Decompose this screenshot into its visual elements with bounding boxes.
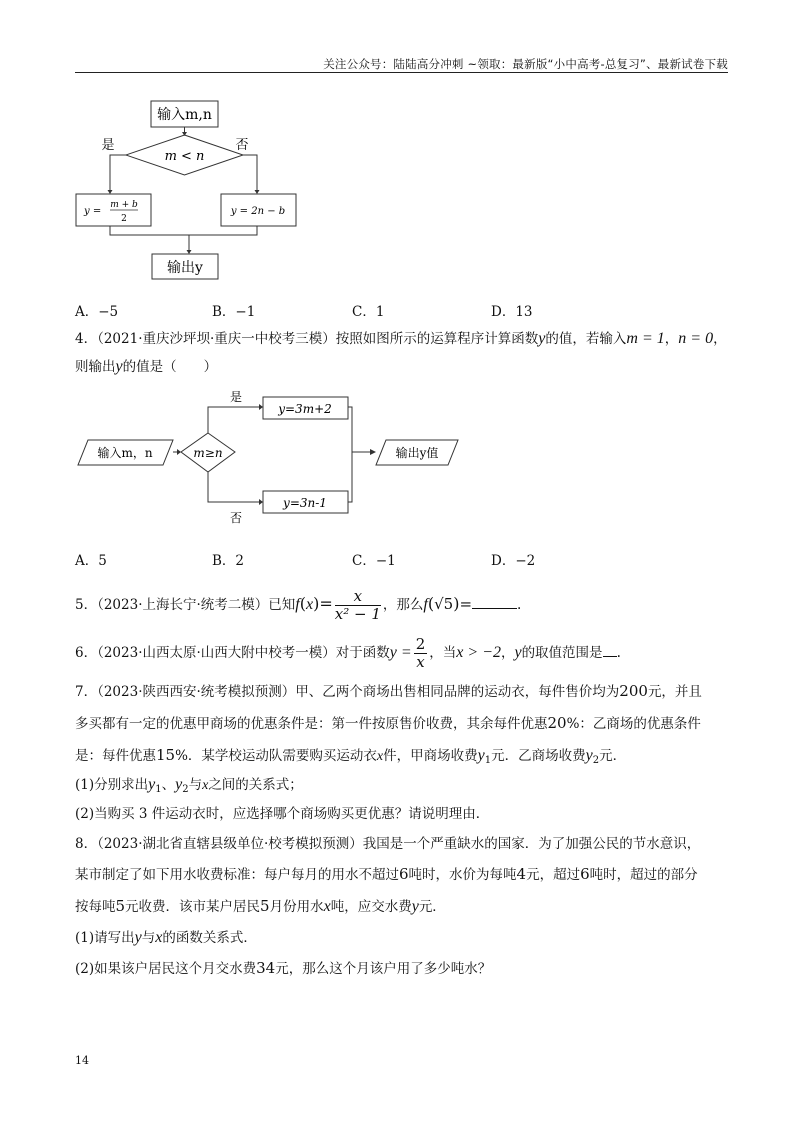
q6-fraction <box>414 636 428 671</box>
flow2-bottom-text: y=3n-1 <box>283 496 327 510</box>
q7-line-1 <box>75 681 702 702</box>
q5-f2: f <box>423 596 428 613</box>
q8-p2: 5 <box>115 897 126 915</box>
q8-l3d: 吨，应交水费 <box>330 899 412 915</box>
q7-l3c: 件，甲商场收费 <box>383 748 478 764</box>
q7-l3a: 是：每件优惠 <box>75 748 156 764</box>
q4-option-b: B．2 <box>212 553 245 569</box>
q8-l3e: 元． <box>418 899 446 915</box>
q6-number: 6． <box>75 645 98 661</box>
q8-x: x <box>323 898 331 915</box>
q8-s1c: 的函数关系式． <box>162 930 257 946</box>
flowchart-2 <box>70 385 470 530</box>
q5-line: 5．（2023·上海长宁·统考二模）已知f(x)= $\frac{x}{\text{x² − 1}}$ ，那么f(√5)= . <box>75 587 522 623</box>
q5-fraction <box>335 588 381 623</box>
q7-l3d: 元．乙商场收费 <box>491 748 586 764</box>
q8-s2a: (2)如果该户居民这个月交水费 <box>75 961 257 977</box>
q7-l2a: 多买都有一定的优惠甲商场的优惠条件是：第一件按原售价收费，其余每件优惠 <box>75 716 548 732</box>
q6-cond: x > −2 <box>456 644 501 661</box>
q8-l2b: 吨时，水价为每吨 <box>408 867 517 883</box>
q8-l2c: 元，超过 <box>526 867 581 883</box>
q6-pre: 对于函数 <box>335 645 390 661</box>
q8-l2d: 吨时，超过的部分 <box>589 867 698 883</box>
flow2-output-text: 输出y值 <box>395 446 439 460</box>
q8-sub-1 <box>75 928 257 948</box>
q4-text-b: 的值，若输入 <box>545 331 627 347</box>
q4-sep: ， <box>664 331 679 347</box>
q7-line-2 <box>75 713 701 734</box>
q4-option-d: D．−2 <box>491 553 536 569</box>
q8-line-3 <box>75 896 446 917</box>
flow1-no-label: 否 <box>235 138 249 153</box>
q7-y2: y <box>585 747 593 764</box>
flow2-input-text: 输入m，n <box>97 446 153 460</box>
flow1-left-den: 2 <box>121 214 127 224</box>
q8-month: 5 <box>260 897 270 915</box>
q8-sub-2 <box>75 958 491 979</box>
flow1-left-num: m + b <box>110 200 138 210</box>
q8-l1: 我国是一个严重缺水的国家．为了加强公民的节水意识， <box>362 836 701 852</box>
q3-option-c: C．1 <box>352 304 385 320</box>
q6-frac-num: 2 <box>415 635 426 653</box>
q8-fee: 34 <box>256 959 276 977</box>
page-number: 14 <box>75 1054 89 1067</box>
q4-n-eq: n = 0 <box>678 330 714 347</box>
q6-frac-den: x <box>416 653 425 671</box>
q3-option-a: A．−5 <box>75 304 119 320</box>
q8-s2b: 元，那么这个月该户用了多少吨水？ <box>275 961 492 977</box>
q4-m-eq: m = 1 <box>626 330 665 347</box>
q7-number: 7． <box>75 684 98 700</box>
q6-y: y = <box>389 644 412 661</box>
q8-l3c: 月份用水 <box>269 899 324 915</box>
q7-price: 200 <box>619 682 648 700</box>
q4-comma: ， <box>713 331 727 347</box>
q8-line-2 <box>75 864 698 885</box>
q7-s1-x: x <box>202 778 209 793</box>
q7-l1a: 甲、乙两个商场出售相同品牌的运动衣，每件售价均为 <box>295 684 620 700</box>
q7-y1: y <box>477 747 485 764</box>
q8-y: y <box>411 898 419 915</box>
q4-option-c: C．−1 <box>352 553 396 569</box>
q7-s1c: 之间的关系式； <box>208 777 303 793</box>
q4-line2-b: 的值是（ ） <box>122 359 218 375</box>
q8-source: （2023·湖北省直辖县级单位·校考模拟预测） <box>97 836 363 852</box>
q5-x: x <box>306 596 314 613</box>
q7-s1a: (1)分别求出 <box>75 777 149 793</box>
flow2-top-text: y=3m+2 <box>278 402 332 416</box>
q4-number: 4． <box>75 331 98 347</box>
flow2-yes-label: 是 <box>229 390 243 404</box>
q4-line-2 <box>75 357 217 377</box>
q6-sep: ， <box>500 645 515 661</box>
q7-s1-sub1: 1 <box>155 784 162 795</box>
q7-sub-1 <box>75 775 303 800</box>
q4-line-1 <box>75 329 727 349</box>
q4-line2-a: 则输出 <box>75 359 116 375</box>
q7-l2b: %：乙商场的优惠条件 <box>566 716 701 732</box>
q3-option-b: B．−1 <box>212 304 256 320</box>
q7-x: x <box>376 749 384 764</box>
q5-mid: ，那么 <box>382 597 424 613</box>
q8-l2a: 某市制定了如下用水收费标准：每户每月的用水不超过 <box>75 867 399 883</box>
q7-l3b: %．某学校运动队需要购买运动衣 <box>175 748 377 764</box>
q6-mid: ，当 <box>429 645 457 661</box>
flow1-left-prefix: y = <box>84 206 102 217</box>
q6-y2: y <box>514 644 522 661</box>
q7-source: （2023·陕西西安·统考模拟预测） <box>97 684 296 700</box>
q8-s1a: (1)请写出 <box>75 930 135 946</box>
q8-l3a: 按每吨 <box>75 899 116 915</box>
q8-s1b: 与 <box>141 930 156 946</box>
q5-frac-num: x <box>335 588 381 606</box>
q8-t1: 6 <box>399 865 409 883</box>
q4-source: （2021·重庆沙坪坝·重庆一中校考三模） <box>97 331 336 347</box>
flow1-input-text: 输入m,n <box>157 107 212 123</box>
q8-l3b: 元收费．该市某户居民 <box>125 899 261 915</box>
q7-pct2: 15 <box>156 746 176 764</box>
q7-s1-y2: y <box>175 776 183 793</box>
flow1-right-text: y = 2n − b <box>230 206 286 217</box>
q8-number: 8． <box>75 836 98 852</box>
q7-sub-2: (2)当购买 3 件运动衣时，应选择哪个商场购买更优惠？请说明理由． <box>75 806 490 822</box>
q6-post: 的取值范围是 <box>521 645 603 661</box>
q5-number: 5． <box>75 597 98 613</box>
flowchart-1 <box>70 95 370 285</box>
q7-y1-sub: 1 <box>484 755 492 766</box>
q3-option-d: D．13 <box>491 304 533 320</box>
q7-s1-sep: 、 <box>161 777 176 793</box>
q7-s1-sub2: 2 <box>182 784 189 795</box>
q8-t2: 6 <box>580 865 590 883</box>
flow2-no-label: 否 <box>229 511 243 525</box>
header-rule <box>75 72 728 73</box>
q6-line: 6．（2023·山西太原·山西大附中校考一模）对于函数y = $\frac{2}{x}$ ，当x > −2，y的取值范围是 . <box>75 635 621 671</box>
q8-p1: 4 <box>516 865 527 883</box>
q7-line-3 <box>75 745 626 771</box>
q8-s1-y: y <box>134 929 142 946</box>
q5-source: （2023·上海长宁·统考二模） <box>97 597 269 613</box>
q5-answer-blank[interactable] <box>472 608 517 609</box>
q8-s1-x: x <box>155 929 163 946</box>
flow1-output-text: 输出y <box>167 260 203 276</box>
q4-var-y: y <box>538 330 546 347</box>
q5-frac-den: x² − 1 <box>334 605 381 623</box>
q7-y2-sub: 2 <box>592 755 600 766</box>
q7-s1-y1: y <box>148 776 156 793</box>
q4-var-y-2: y <box>115 358 123 375</box>
q8-line-1 <box>75 834 700 854</box>
flow1-yes-label: 是 <box>101 138 115 153</box>
q5-pre: 已知 <box>268 597 296 613</box>
q4-text: 按照如图所示的运算程序计算函数 <box>335 331 539 347</box>
q7-l1b: 元，并且 <box>647 684 702 700</box>
page-header: 关注公众号：陆陆高分冲刺 ~领取：最新版“小中高考-总复习”、最新试卷下载 <box>323 57 728 71</box>
q5-eq: = <box>459 595 473 613</box>
q6-answer-blank[interactable] <box>603 656 617 657</box>
flow1-cond-text: m < n <box>164 149 205 164</box>
q5-sqrt: √5 <box>434 595 454 613</box>
q5-f: f <box>295 596 300 613</box>
q6-source: （2023·山西太原·山西大附中校考一模） <box>97 645 336 661</box>
q4-option-a: A．5 <box>75 553 107 569</box>
flow2-cond-text: m≥n <box>193 446 223 460</box>
q7-s1b: 与 <box>188 777 203 793</box>
q7-l3e: 元． <box>599 748 627 764</box>
q7-pct1: 20 <box>547 714 567 732</box>
